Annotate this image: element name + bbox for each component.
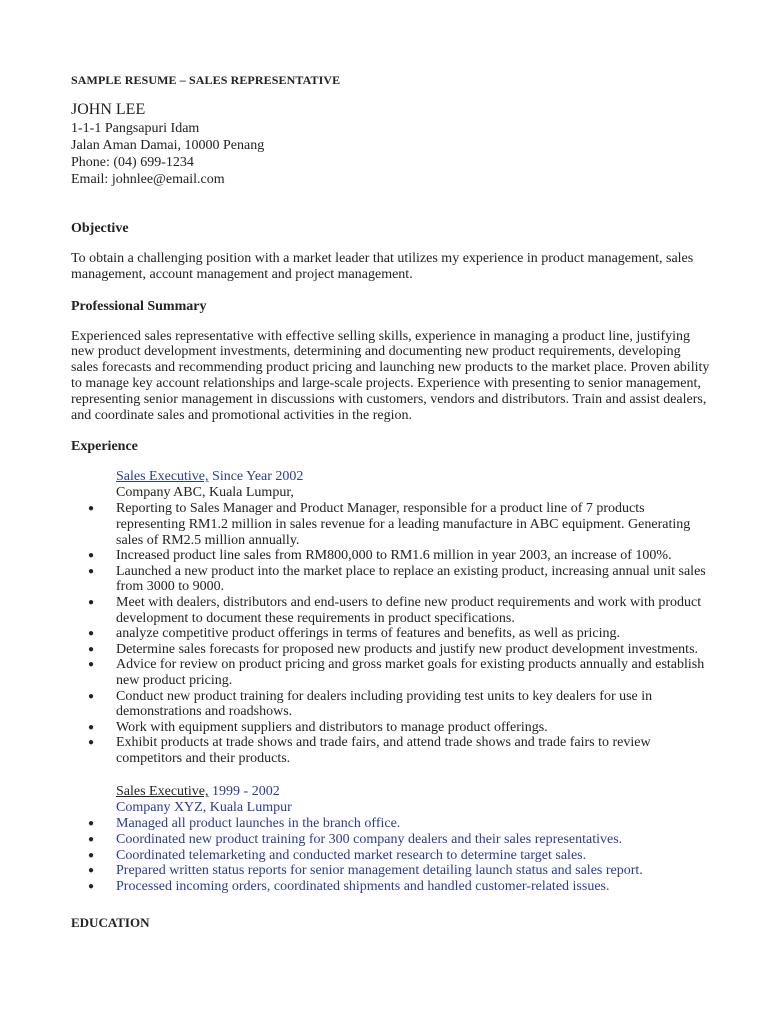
job-title-line [116,784,711,800]
job-role: Sales Executive, [116,784,209,800]
address-line-1: 1-1-1 Pangsapuri Idam [71,121,200,136]
bullet-icon: ● [88,737,95,749]
professional-summary-heading: Professional Summary [71,298,207,314]
bullet-icon: ● [88,643,95,655]
job-entry-2 [88,784,711,894]
professional-summary-text: Experienced sales representative with effective selling skills, experience in managing a product line, justifying new product development investments, determining and documenting new product requirements, developing sales forecasts and recommending product pricing and launching new products to the market place. Proven ability to manage key account relationships and large-scale projects. Experience with presenting to senior management, representing senior management in discussions with customers, vendors and distributors. Train and assist dealers, and coordinate sales and promotional activities in the region. [71,328,710,423]
job-company: Company XYZ, Kuala Lumpur [116,800,292,816]
bullet-icon: ● [88,849,95,861]
bullet-icon: ● [88,596,95,608]
list-item: ● Conduct new product training for dealers including providing test units to key dealers for use in demonstrations and roadshows. [88,688,653,720]
list-item: ● Advice for review on product pricing and gross market goals for existing products annually and establish new product pricing. [88,657,705,688]
job-company: Company ABC, Kuala Lumpur, [116,485,294,501]
list-item: ● Determine sales forecasts for proposed new products and justify new product development investments. [88,641,699,657]
bullet-icon: ● [88,503,95,515]
bullet-icon: ● [88,834,95,846]
list-item: ● analyze competitive product offerings in terms of features and benefits, as well as pricing. [88,626,620,642]
bullet-icon: ● [88,690,95,702]
bullet-icon: ● [88,659,95,671]
list-item: ● Exhibit products at trade shows and trade fairs, and attend trade shows and trade fairs to review competitors and their products. [88,735,651,766]
objective-text: To obtain a challenging position with a market leader that utilizes my experience in product management, sales management, account management and project management. [71,251,694,282]
resume-page [71,72,711,931]
bullet-icon: ● [88,628,95,640]
document-title: SAMPLE RESUME – SALES REPRESENTATIVE [71,73,341,87]
job-period: Since Year 2002 [208,469,304,485]
job-period: 1999 - 2002 [208,784,280,800]
list-item: ● Prepared written status reports for senior management detailing launch status and sales report. [88,863,643,879]
job-role: Sales Executive, [116,469,209,485]
applicant-name: JOHN LEE [71,101,146,118]
list-item: ● Managed all product launches in the branch office. [88,816,401,832]
bullet-icon: ● [88,721,95,733]
experience-heading: Experience [71,439,138,455]
bullet-icon: ● [88,818,95,830]
bullet-icon: ● [88,565,95,577]
job-duties-list [71,816,711,894]
bullet-icon: ● [88,880,95,892]
list-item: ● Launched a new product into the market place to replace an existing product, increasing annual unit sales from 3000 to 9000. [88,563,706,595]
phone-line: Phone: (04) 699-1234 [71,155,194,170]
job-duties-list [71,501,711,766]
list-item: ● Coordinated telemarketing and conducted market research to determine target sales. [88,847,587,863]
job-title-line [116,469,711,485]
bullet-icon: ● [88,550,95,562]
contact-block [71,120,711,188]
list-item: ● Work with equipment suppliers and distributors to manage product offerings. [88,719,548,735]
objective-heading: Objective [71,221,129,236]
list-item: ● Meet with dealers, distributors and end-users to define new product requirements and work with product development to document these requirements in product specifications. [88,594,702,626]
list-item: ● Reporting to Sales Manager and Product Manager, responsible for a product line of 7 products representing RM1.2 million in sales revenue for a leading manufacture in ABC equipment. Generating sales of RM2.5 million annually. [88,501,691,548]
list-item: ● Processed incoming orders, coordinated shipments and handled customer-related issues. [88,878,610,894]
bullet-icon: ● [88,865,95,877]
list-item: ● Coordinated new product training for 300 company dealers and their sales representatives. [88,832,623,848]
address-line-2: Jalan Aman Damai, 10000 Penang [71,138,265,153]
list-item: ● Increased product line sales from RM800,000 to RM1.6 million in year 2003, an increase of 100%. [88,548,672,564]
education-heading: EDUCATION [71,915,150,931]
email-line: Email: johnlee@email.com [71,172,225,187]
job-entry-1 [88,469,711,766]
